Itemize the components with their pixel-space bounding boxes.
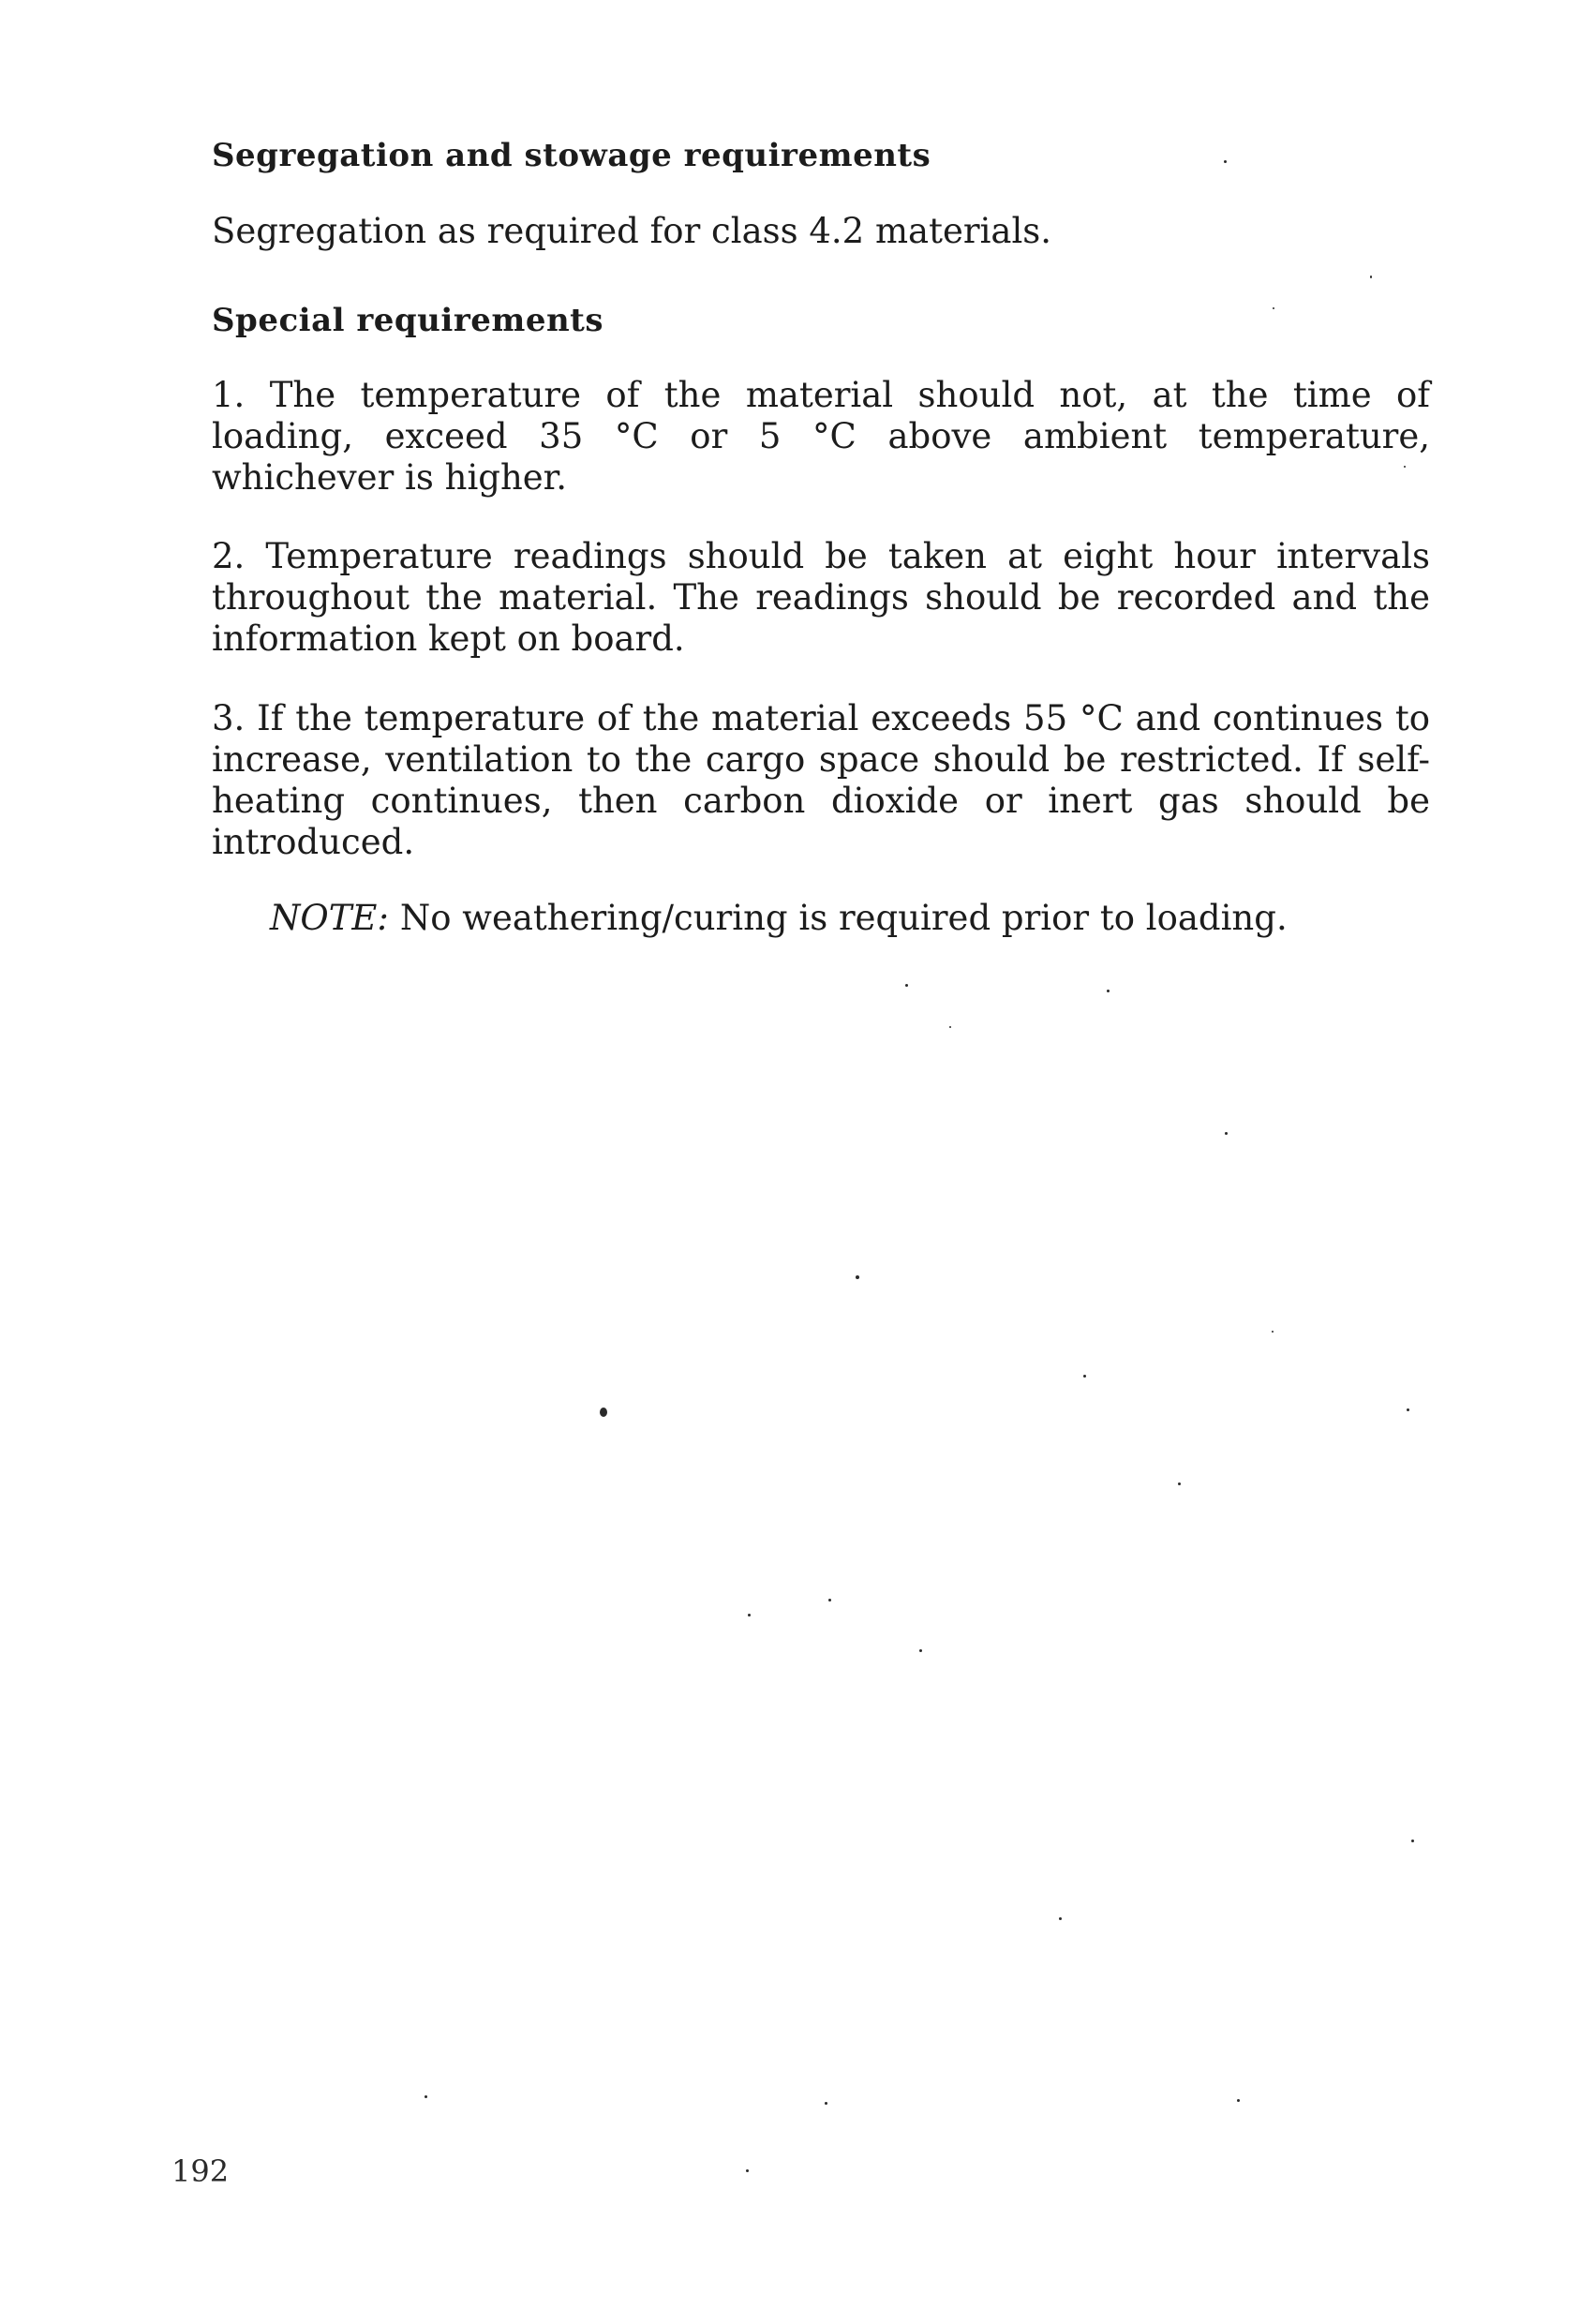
note-text: No weathering/curing is required prior to loading. (399, 898, 1288, 938)
special-requirements-heading: Special requirements (212, 302, 604, 339)
scan-speck (949, 1026, 951, 1028)
page-number: 192 (171, 2153, 230, 2189)
scan-speck (600, 1408, 607, 1417)
scan-speck (828, 1599, 831, 1601)
segregation-heading: Segregation and stowage requirements (212, 137, 931, 174)
scan-speck (1272, 1331, 1274, 1333)
scan-speck (1237, 2099, 1240, 2102)
scan-speck (1107, 990, 1110, 992)
scan-speck (1404, 466, 1406, 468)
scan-speck (856, 1275, 859, 1279)
scan-speck (1411, 1840, 1414, 1842)
scan-speck (1083, 1375, 1086, 1378)
segregation-text: Segregation as required for class 4.2 materials. (212, 211, 1052, 251)
scan-speck (825, 2102, 827, 2105)
scan-speck (1370, 276, 1372, 278)
scan-speck (919, 1649, 922, 1652)
scan-speck (748, 1614, 751, 1616)
requirement-paragraph-1[interactable]: 1. The temperature of the material should not, at the time of loading, exceed 35 °C or 5 °C above ambient temperature, whichever is higher. (212, 375, 1430, 498)
scan-speck (905, 984, 908, 987)
scan-speck (1273, 307, 1274, 309)
scan-speck (1178, 1482, 1181, 1485)
requirement-paragraph-3[interactable]: 3. If the temperature of the material exceeds 55 °C and continues to increase, ventilation to the cargo space should be restricted. If self-heating continues, then carbon dioxide or inert gas should be introduced. (212, 698, 1430, 862)
scan-speck (1059, 1917, 1062, 1920)
scan-speck (1407, 1408, 1409, 1411)
scan-speck (746, 2169, 749, 2172)
scan-speck (425, 2095, 427, 2098)
requirement-paragraph-2[interactable]: 2. Temperature readings should be taken at eight hour intervals throughout the material. The readings should be recorded and the information kept on board. (212, 536, 1430, 659)
note-label: NOTE: (270, 898, 389, 938)
note-line (270, 898, 1288, 938)
scan-speck (1224, 160, 1227, 163)
scan-speck (1225, 1132, 1228, 1135)
